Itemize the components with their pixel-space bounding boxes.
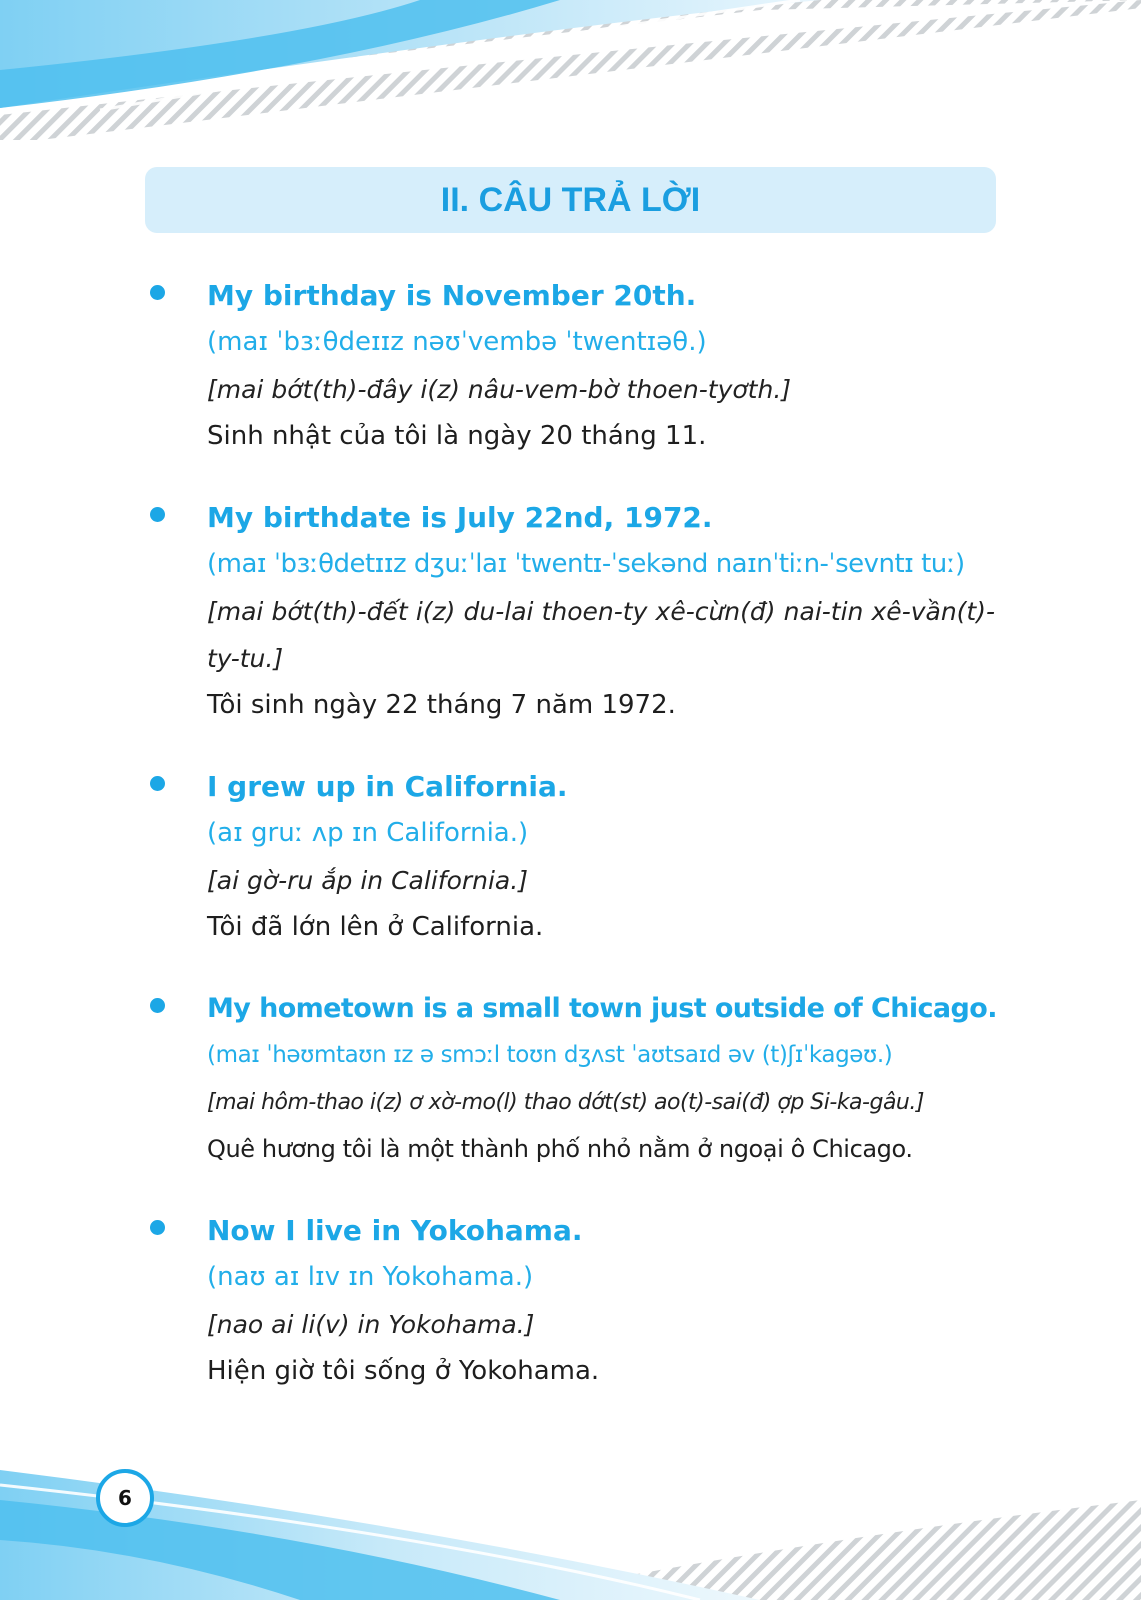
- top-wave-decoration: [0, 0, 1141, 140]
- vietnamese-phonetic: [mai hôm-thao i(z) ơ xờ-mo(l) thao dớt(st) ao(t)-sai(đ) ợp Si-ka-gâu.]: [207, 1090, 924, 1115]
- english-sentence: My hometown is a small town just outside of Chicago.: [207, 993, 997, 1024]
- vietnamese-translation: Quê hương tôi là một thành phố nhỏ nằm ở ngoại ô Chicago.: [207, 1135, 913, 1163]
- ipa-transcription: (naʊ aɪ lɪv ɪn Yokohama.): [207, 1262, 534, 1292]
- bullet-icon: [150, 285, 165, 300]
- answer-list: [0, 272, 1141, 1429]
- english-sentence: I grew up in California.: [207, 770, 568, 803]
- vietnamese-phonetic: [nao ai li(v) in Yokohama.]: [207, 1310, 535, 1339]
- vietnamese-phonetic: [ai gờ-ru ắp in California.]: [207, 866, 528, 895]
- english-sentence: My birthday is November 20th.: [207, 279, 697, 312]
- section-title: II. CÂU TRẢ LỜI: [440, 180, 701, 219]
- bullet-icon: [150, 998, 165, 1013]
- vietnamese-phonetic: [mai bớt(th)-đết i(z) du-lai thoen-ty xê-cừn(đ) nai-tin xê-vần(t)-ty-tu.]: [207, 597, 995, 673]
- answer-item: [0, 985, 1141, 1173]
- english-sentence: My birthdate is July 22nd, 1972.: [207, 501, 713, 534]
- vietnamese-translation: Tôi đã lớn lên ở California.: [207, 912, 544, 942]
- vietnamese-phonetic: [mai bớt(th)-đây i(z) nâu-vem-bờ thoen-tyơth.]: [207, 375, 792, 404]
- answer-item: [0, 494, 1141, 729]
- page-number: 6: [118, 1486, 132, 1510]
- vietnamese-translation: Tôi sinh ngày 22 tháng 7 năm 1972.: [207, 690, 676, 720]
- bullet-icon: [150, 776, 165, 791]
- answer-item: [0, 272, 1141, 460]
- ipa-transcription: (maɪ ˈbɜːθdetɪɪz dʒuːˈlaɪ ˈtwentɪ-ˈsekənd naɪnˈtiːn-ˈsevntɪ tuː): [207, 549, 965, 579]
- ipa-transcription: (maɪ ˈhəʊmtaʊn ɪz ə smɔːl toʊn dʒʌst ˈaʊtsaɪd əv (t)ʃɪˈkagəʊ.): [207, 1042, 893, 1068]
- vietnamese-translation: Hiện giờ tôi sống ở Yokohama.: [207, 1356, 600, 1386]
- vietnamese-translation: Sinh nhật của tôi là ngày 20 tháng 11.: [207, 421, 707, 451]
- page-number-badge: [96, 1469, 154, 1527]
- answer-item: [0, 1207, 1141, 1395]
- answer-item: [0, 763, 1141, 951]
- bullet-icon: [150, 1220, 165, 1235]
- section-header: [145, 167, 996, 233]
- ipa-transcription: (maɪ ˈbɜːθdeɪɪz nəʊˈvembə ˈtwentɪəθ.): [207, 327, 707, 357]
- bottom-wave-decoration: [0, 1460, 1141, 1600]
- english-sentence: Now I live in Yokohama.: [207, 1214, 583, 1247]
- ipa-transcription: (aɪ gruː ʌp ɪn California.): [207, 818, 529, 848]
- bullet-icon: [150, 507, 165, 522]
